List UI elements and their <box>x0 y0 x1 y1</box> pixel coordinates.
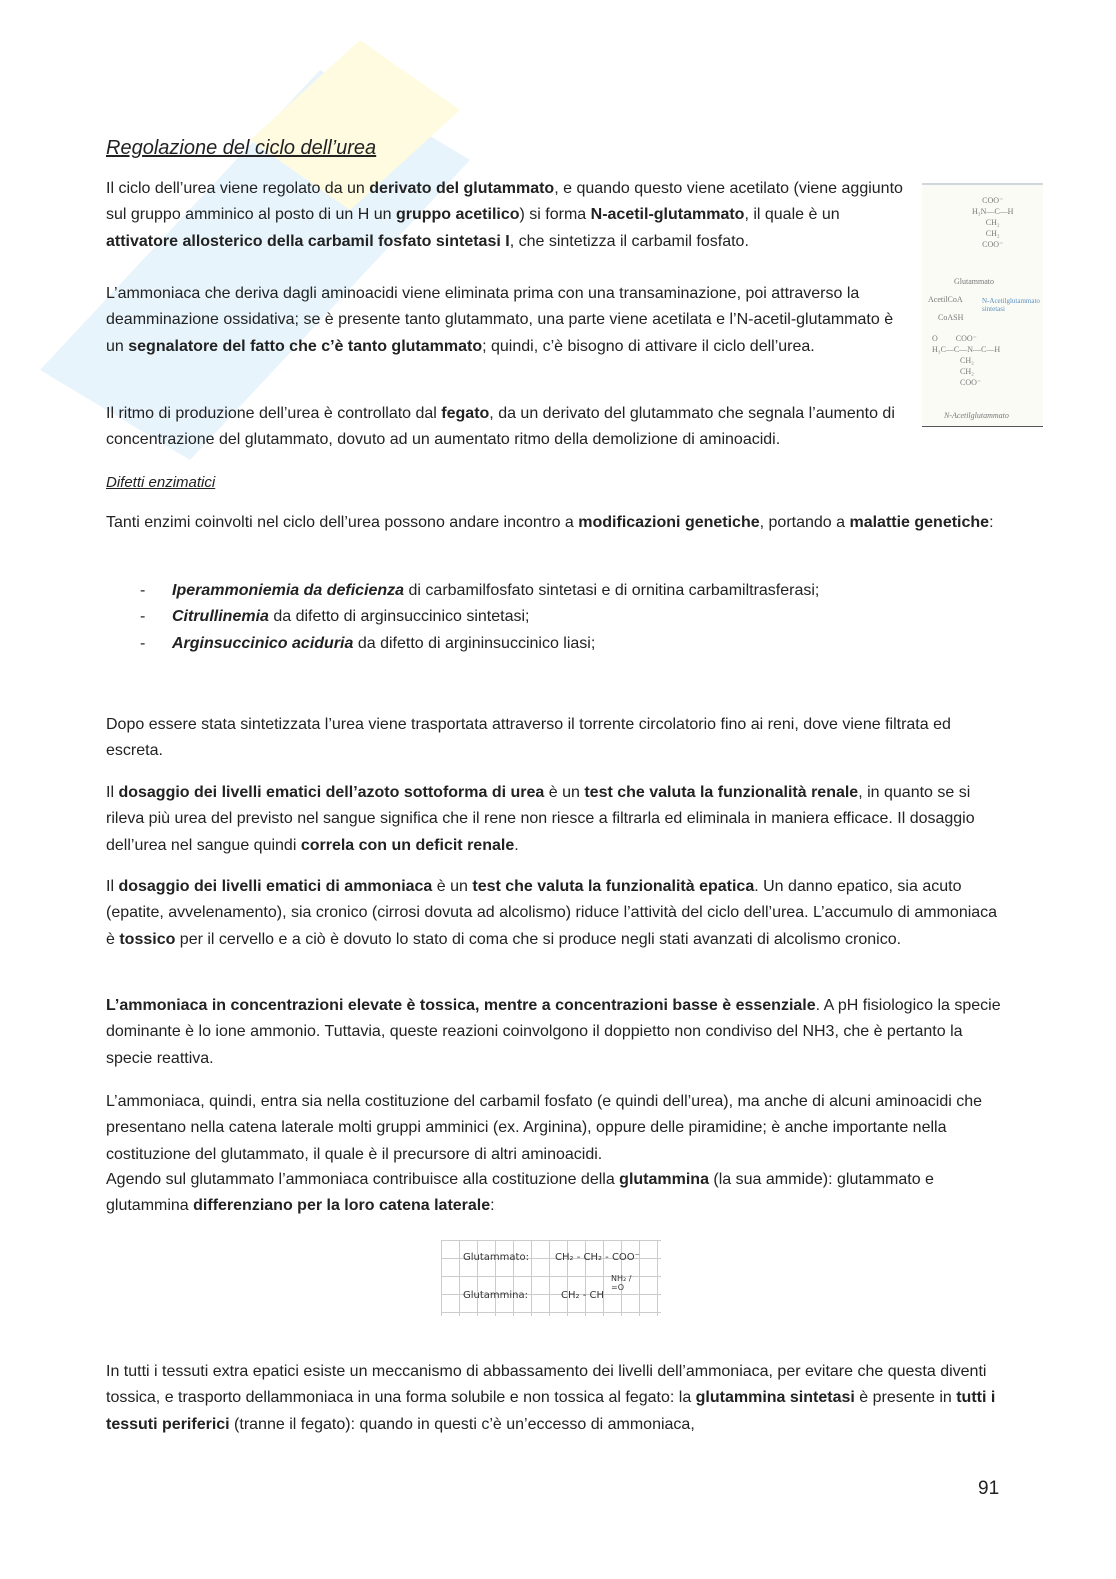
text-run: : <box>989 514 994 531</box>
n-acetylglutamate-figure: COO⁻ H₃N—C—H CH₂ CH₂ COO⁻ Glutammato AcetilCoA N-Acetilglutammato sintetasi CoASH O COO⁻ H₃C—C—N—C—H CH₂ CH₂ COO⁻ N-Acetilglutammato <box>922 183 1043 427</box>
bold-text: tutti i tessuti periferici <box>106 1389 996 1433</box>
bold-text: differenziano per la loro catena laterale <box>193 1197 491 1215</box>
figure-label: N-Acetilglutammato sintetasi <box>982 297 1040 313</box>
section-title: Regolazione del ciclo dell’urea <box>106 137 377 159</box>
disease-list <box>106 578 1001 657</box>
text-run: L’ammoniaca che deriva dagli aminoacidi viene eliminata prima con una transaminazione, poi attraverso la deamminazione ossidativa; se è presente tanto glutammato, una parte viene acetilata e l’N-acetil-glutammato è un <box>106 285 894 355</box>
bold-text: glutammina <box>619 1171 709 1188</box>
figure-label: AcetilCoA <box>928 295 963 304</box>
text-run: , il quale è un <box>744 206 840 224</box>
bold-text: L’ammoniaca in concentrazioni elevate è tossica, mentre a concentrazioni basse è essenziale <box>106 997 816 1014</box>
figure-label: N-Acetilglutammato <box>944 411 1009 420</box>
bold-text: attivatore allosterico della carbamil fosfato sintetasi I <box>106 232 510 250</box>
bold-text: derivato del glutammato <box>369 180 555 197</box>
bold-text: test che valuta la funzionalità renale <box>584 784 859 801</box>
paragraph <box>106 874 1001 953</box>
text-run: Il <box>106 784 119 801</box>
text-run: . <box>514 836 519 854</box>
bold-text: Iperammoniemia da deficienza <box>172 582 405 599</box>
bold-text: dosaggio dei livelli ematici dell’azoto sottoforma di urea <box>118 784 545 801</box>
paragraph <box>106 780 1001 859</box>
text-run: Il ritmo di produzione dell’urea è controllato dal <box>106 405 442 422</box>
figure-formula: CH₂ - CH <box>561 1290 604 1301</box>
handwritten-glutamate-glutamine-figure <box>441 1240 661 1316</box>
text-run: da difetto di arginsuccinico sintetasi; <box>268 608 530 626</box>
figure-label: Glutammato: <box>463 1252 529 1263</box>
bold-text: modificazioni genetiche <box>578 514 760 531</box>
bold-text: glutammina sintetasi <box>695 1389 855 1407</box>
text-run: è un <box>432 878 473 895</box>
text-run: . Un danno epatico, sia acuto (epatite, avvelenamento), sia cronico (cirrosi dovuta ad alcolismo) riduce l’attività del ciclo dell’urea. L’accumulo di ammoniaca è <box>106 878 998 948</box>
text-run: Il ciclo dell’urea viene regolato da un <box>106 180 370 197</box>
list-item <box>106 631 1001 657</box>
text-run: . A pH fisiologico la specie dominante è lo ione ammonio. Tuttavia, queste reazioni coinvolgono il doppietto non condiviso del NH3, che è pertanto la specie reattiva. <box>106 997 1001 1067</box>
figure-label: Glutammina: <box>463 1290 529 1301</box>
figure-formula: NH₂ / =O <box>611 1274 632 1292</box>
text-run: è un <box>544 784 585 801</box>
subsection-title: Difetti enzimatici <box>106 474 216 491</box>
text-run: : <box>490 1197 495 1215</box>
text-run: ; quindi, c’è bisogno di attivare il ciclo dell’urea. <box>482 337 815 355</box>
text-run: , portando a <box>759 514 850 531</box>
list-item <box>106 578 1001 604</box>
figure-label: CoASH <box>938 313 964 322</box>
page-number: 91 <box>978 1478 1000 1499</box>
bold-text: Citrullinemia <box>172 608 269 626</box>
text-run: Agendo sul glutammato l’ammoniaca contribuisce alla costituzione della <box>106 1171 620 1188</box>
text-run: ) si forma <box>519 206 591 224</box>
text-run: di carbamilfosfato sintetasi e di ornitina carbamiltrasferasi; <box>404 582 820 599</box>
bold-text: Arginsuccinico aciduria <box>172 634 354 652</box>
text-run: , che sintetizza il carbamil fosfato. <box>509 232 749 250</box>
text-run: da difetto di argininsuccinico liasi; <box>353 634 596 652</box>
bold-text: tossico <box>119 930 176 948</box>
text-run: , e quando questo viene acetilato (viene aggiunto sul gruppo amminico al posto di un H un <box>106 180 903 224</box>
text-run: , in quanto se si rileva più urea del previsto nel sangue significa che il rene non riesce a filtrarla ed eliminala in maniera efficace. Il dosaggio dell’urea nel sangue quindi <box>106 784 975 854</box>
text-run: Dopo essere stata sintetizzata l’urea viene trasportata attraverso il torrente circolatorio fino ai reni, dove viene filtrata ed escreta. <box>106 716 951 760</box>
figure-formula: CH₂ - CH₂ - COO⁻ <box>555 1252 640 1263</box>
paragraph <box>106 510 1001 536</box>
figure-label: Glutammato <box>954 277 994 286</box>
text-run: , da un derivato del glutammato che segnala l’aumento di concentrazione del glutammato, dovuto ad un aumentato ritmo della demolizione di aminoacidi. <box>106 405 895 449</box>
bold-text: test che valuta la funzionalità epatica <box>472 878 755 895</box>
text-run: In tutti i tessuti extra epatici esiste un meccanismo di abbassamento dei livelli dell’ammoniaca, per evitare che questa diventi tossica, e trasporto dellammoniaca in una forma solubile e non tossica al fegato: la <box>106 1363 987 1407</box>
paragraph <box>106 993 1001 1072</box>
bold-text: malattie genetiche <box>849 514 990 531</box>
paragraph <box>106 1359 1006 1438</box>
paragraph <box>106 1089 1001 1168</box>
list-item <box>106 604 1001 630</box>
bold-text: dosaggio dei livelli ematici di ammoniaca <box>118 878 433 895</box>
paragraph <box>106 176 906 255</box>
bold-text: N-acetil-glutammato <box>590 206 745 224</box>
bold-text: gruppo acetilico <box>395 206 520 224</box>
paragraph <box>106 401 1001 454</box>
bold-text: correla con un deficit renale <box>300 836 515 854</box>
text-run: (la sua ammide): glutammato e glutammina <box>106 1171 934 1215</box>
text-run: Tanti enzimi coinvolti nel ciclo dell’urea possono andare incontro a <box>106 514 579 531</box>
text-run: L’ammoniaca, quindi, entra sia nella costituzione del carbamil fosfato (e quindi dell’urea), ma anche di alcuni aminoacidi che presentano nella catena laterale molti gruppi amminici (ex. Arginina), oppure delle piramidine; è anche importante nella costituzione del glutammato, il quale è il precursore di altri aminoacidi. <box>106 1093 983 1163</box>
text-run: Il <box>106 878 119 895</box>
bold-text: fegato <box>441 405 490 422</box>
paragraph <box>106 712 1001 765</box>
bold-text: segnalatore del fatto che c’è tanto glutammato <box>128 337 483 355</box>
paragraph <box>106 281 911 360</box>
text-run: è presente in <box>854 1389 957 1407</box>
text-run: (tranne il fegato): quando in questi c’è un’eccesso di ammoniaca, <box>229 1415 695 1433</box>
paragraph <box>106 1167 1001 1220</box>
text-run: per il cervello e a ciò è dovuto lo stato di coma che si produce negli stati avanzati di alcolismo cronico. <box>175 930 902 948</box>
